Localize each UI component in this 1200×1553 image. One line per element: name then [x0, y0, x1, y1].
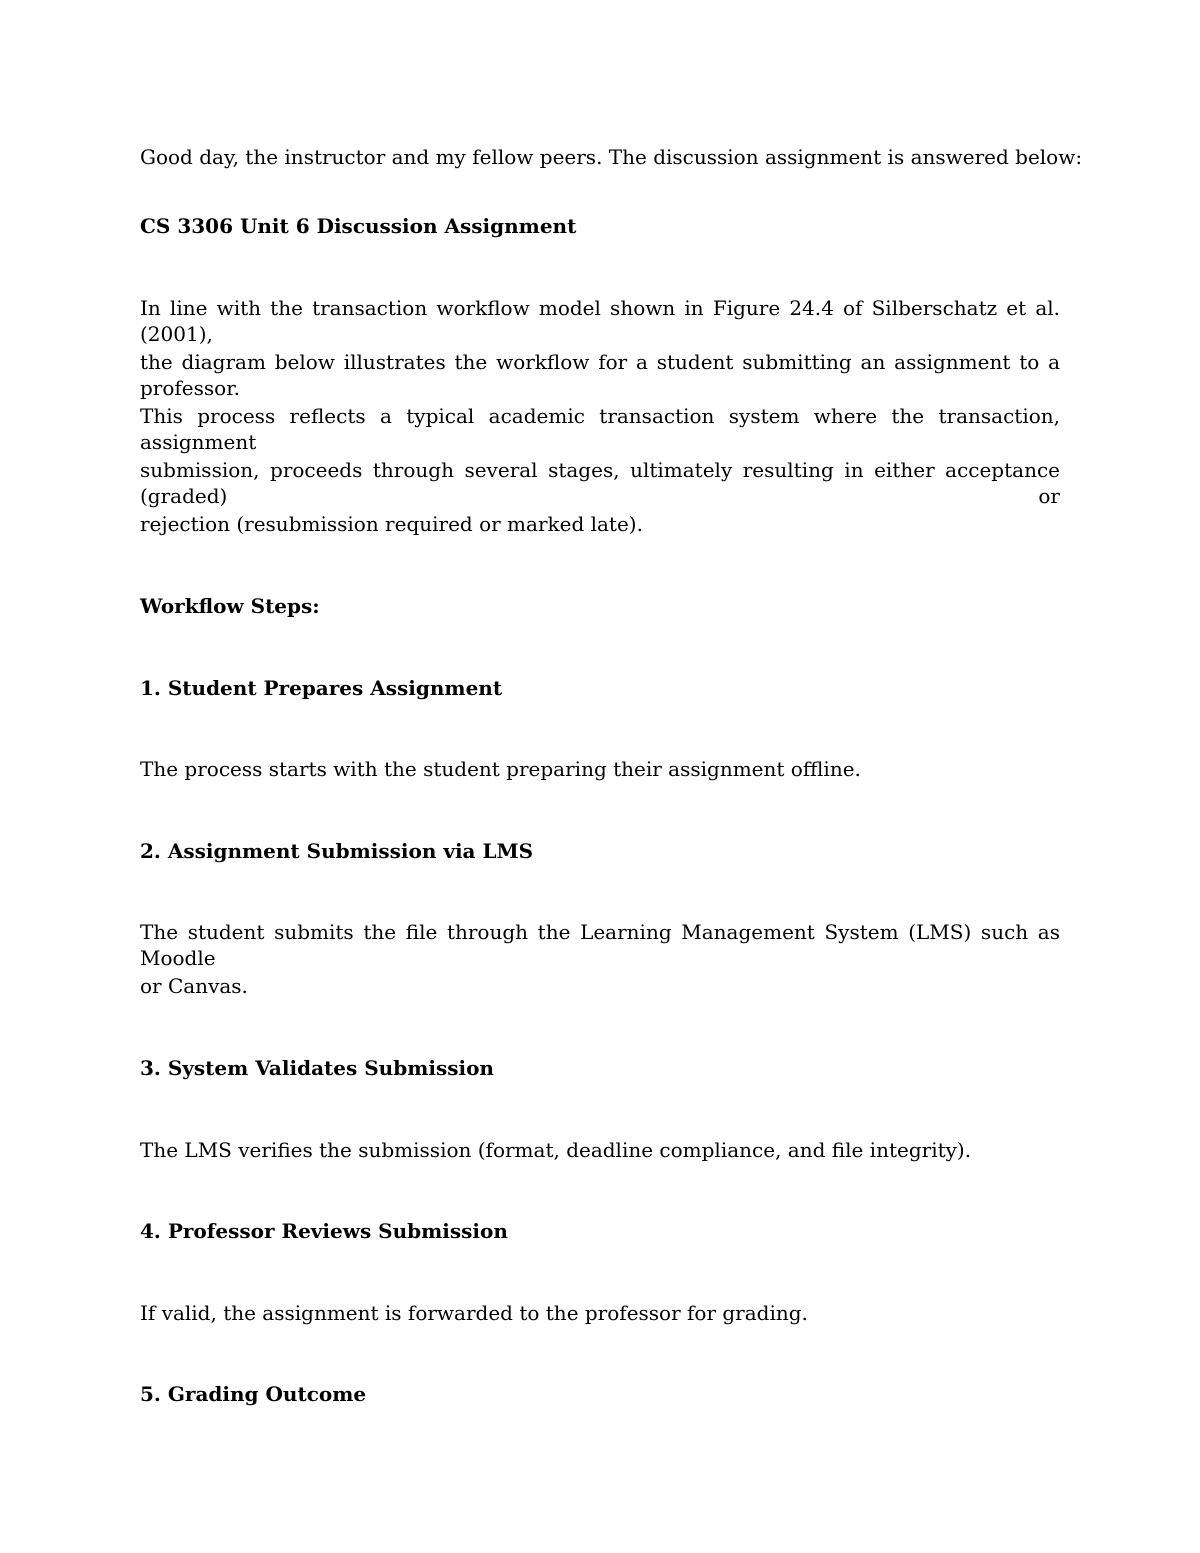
step-text: The LMS verifies the submission (format, deadline compliance, and file integrity).	[140, 1138, 972, 1162]
step-text: The process starts with the student preparing their assignment offline.	[140, 757, 861, 781]
greeting-text: Good day, the instructor and my fellow peers. The discussion assignment is answered below:	[140, 145, 1083, 169]
step-heading: 3. System Validates Submission	[140, 1056, 494, 1080]
step-heading: 5. Grading Outcome	[140, 1382, 367, 1406]
step-heading: 4. Professor Reviews Submission	[140, 1219, 508, 1243]
intro-line: the diagram below illustrates the workflow for a student submitting an assignment to a professor.	[140, 350, 1060, 400]
step-text: The student submits the file through the Learning Management System (LMS) such as Moodle	[140, 920, 1060, 970]
step-heading: 2. Assignment Submission via LMS	[140, 839, 534, 863]
step-text: If valid, the assignment is forwarded to the professor for grading.	[140, 1301, 808, 1325]
intro-line: In line with the transaction workflow model shown in Figure 24.4 of Silberschatz et al. (2001),	[140, 296, 1060, 346]
workflow-heading: Workflow Steps:	[140, 594, 320, 618]
step-text: or Canvas.	[140, 974, 248, 998]
step-heading: 1. Student Prepares Assignment	[140, 676, 503, 700]
intro-line: submission, proceeds through several stages, ultimately resulting in either acceptance (graded) or	[140, 458, 1060, 508]
intro-line: This process reflects a typical academic transaction system where the transaction, assignment	[140, 404, 1060, 454]
intro-line: rejection (resubmission required or marked late).	[140, 512, 643, 536]
document-title: CS 3306 Unit 6 Discussion Assignment	[140, 214, 577, 238]
